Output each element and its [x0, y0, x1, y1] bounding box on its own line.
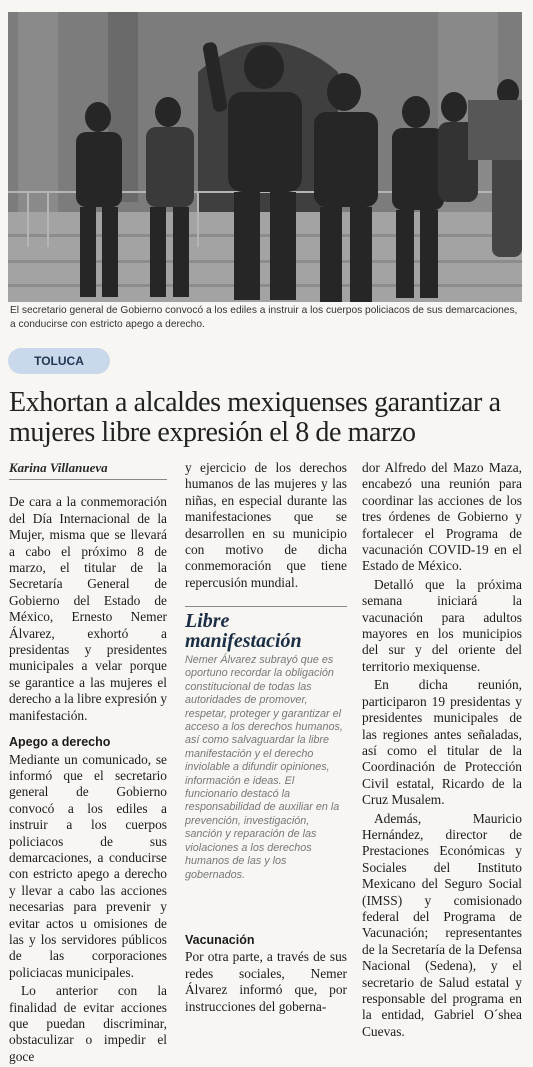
- quote-text: Nemer Álvarez subrayó que es oportuno recordar la obligación constitucional de todas las autoridades de promover, respetar, proteger y garantizar el acceso a los derechos humanos, así como salvaguardar la libre manifestación y el derecho inviolable a difundir opiniones, información e ideas. El funcionario destacó la responsabilidad de auxiliar en la prevención, investigación, sanción y reparación de las violaciones a los derechos humanos de las y los gobernados.: [185, 654, 343, 881]
- photo-caption: El secretario general de Gobierno convocó a los ediles a instruir a los cuerpos policiacos de sus demarcaciones, a conducirse con estricto apego a derecho.: [10, 305, 518, 330]
- byline: Karina Villanueva: [9, 460, 167, 480]
- paragraph: Por otra parte, a través de sus redes sociales, Nemer Álvarez informó que, por instrucciones del goberna-: [185, 949, 347, 1014]
- headline: Exhortan a alcaldes mexiquenses garantizar a mujeres libre expresión el 8 de marzo: [9, 387, 501, 448]
- subheading-vacunacion: Vacunación: [185, 933, 255, 947]
- sidebar-quote: [185, 606, 347, 882]
- paragraph: De cara a la conmemoración del Día Internacional de la Mujer, misma que se llevará a cabo el próximo 8 de marzo, el titular de la Secretaría General de Gobierno del Estado de México, Ernesto Nemer Álvarez, exhortó a presidentas y presidentes municipales a velar porque se garantice a las mujeres el derecho a la libre expresión y manifestación.: [9, 494, 168, 723]
- paragraph: dor Alfredo del Mazo Maza, encabezó una reunión para coordinar las acciones de los tres órdenes de Gobierno y fortalecer el Programa de vacunación COVID-19 en el Estado de México.: [362, 460, 522, 574]
- paragraph: Además, Mauricio Hernández, director de Prestaciones Económicas y Sociales del Instituto Mexicano del Seguro Social (IMSS) y comisionado federal del Programa de Vacunación; representantes de la Secretaría de la Defensa Nacional (Sedena), y el secretario de Salud estatal y responsable del programa en la entidad, Gabriel O´shea Cuevas.: [362, 810, 522, 1039]
- section-tag: TOLUCA: [8, 348, 110, 374]
- paragraph: Detalló que la próxima semana iniciará la vacunación para adultos mayores en los municipios del sur y del oriente del territorio mexiquense.: [362, 576, 522, 674]
- subheading-apego: Apego a derecho: [9, 735, 111, 750]
- paragraph: Mediante un comunicado, se informó que el secretario general de Gobierno convocó a los ediles a instruir a los cuerpos policiacos de sus demarcaciones, a conducirse con estricto apego a derecho y llevar a cabo las acciones necesarias para prevenir y evitar actos u omisiones de las y los servidores públicos de las corporaciones policiacas municipales.: [9, 751, 167, 980]
- paragraph: y ejercicio de los derechos humanos de las mujeres y las niñas, en especial durante las manifestaciones que se desarrollen en su municipio con motivo de dicha conmemoración que tiene repercusión mundial.: [185, 460, 347, 590]
- column-1: [9, 460, 167, 1067]
- column-3: [362, 460, 522, 1042]
- protest-photo-icon: [8, 12, 522, 302]
- column-2: [185, 460, 347, 593]
- paragraph: En dicha reunión, participaron 19 presidentas y presidentes municipales de las regiones antes señaladas, así como el titular de la Coordinación de Protección Civil estatal, Ricardo de la Cruz Musalem.: [362, 677, 522, 808]
- column-2-bottom: [185, 932, 347, 1015]
- protest-photo: [8, 12, 522, 302]
- paragraph: Lo anterior con la finalidad de evitar acciones que puedan discriminar, obstaculizar o impedir el goce: [9, 983, 167, 1064]
- quote-title: Libre manifestación: [185, 610, 302, 652]
